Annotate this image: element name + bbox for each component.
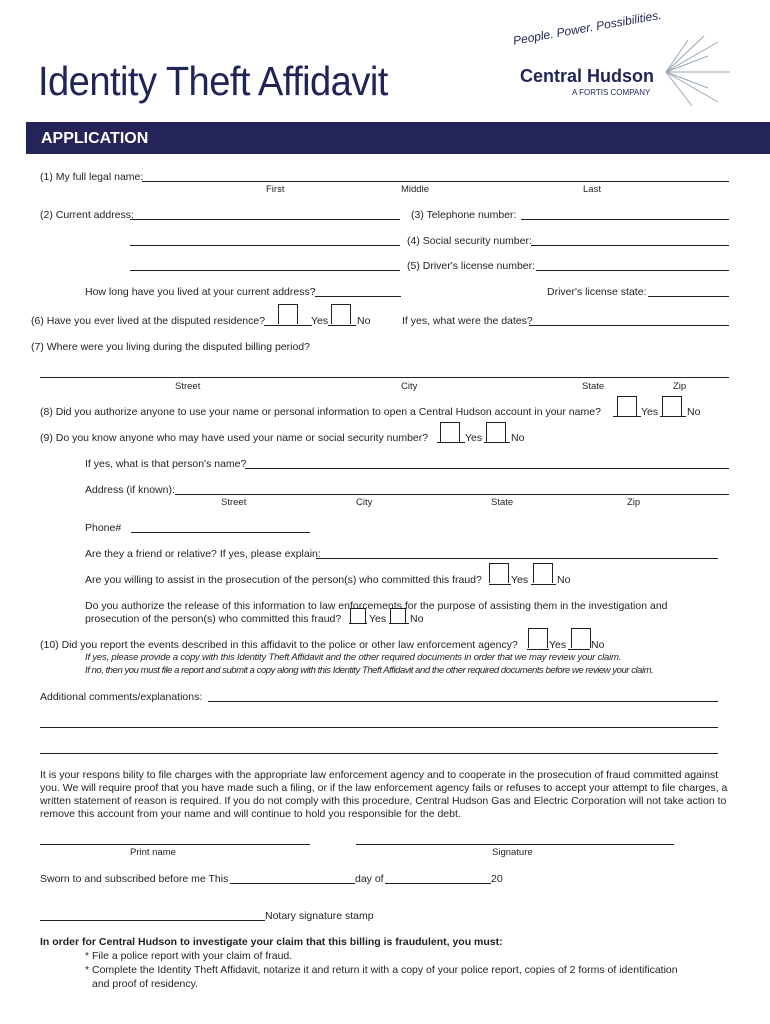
- print-name-field[interactable]: [40, 844, 310, 845]
- q6-yes-line: [264, 325, 312, 326]
- logo-tagline: People. Power. Possibilities.: [512, 7, 663, 48]
- ak-city-label: City: [356, 497, 373, 508]
- release-label-2: prosecution of the person(s) who committed this fraud?: [85, 613, 342, 625]
- prosecute-no-checkbox[interactable]: [533, 563, 553, 583]
- q8-label: (8) Did you authorize anyone to use your name or personal information to open a Central Hudson account in your name?: [40, 406, 601, 418]
- dl-state-label: Driver's license state:: [547, 286, 647, 298]
- q4-label: (4) Social security number:: [407, 235, 532, 247]
- q5-label: (5) Driver's license number:: [407, 260, 536, 272]
- q6-label: (6) Have you ever lived at the disputed residence?: [31, 315, 266, 327]
- q7-state-label: State: [582, 381, 605, 392]
- day-of-label: day of: [355, 873, 384, 885]
- address-known-field[interactable]: [175, 494, 729, 495]
- responsibility-paragraph: It is your respons bility to file charges with the appropriate law enforcement agency and to cooperate in the prosecution of fraud committed against you. We will require proof that you have made such a filing, or if the law enforcement agency fails or refuses to accept your attempt to file charges, a written statement of reason is required. If you do not comply with this procedure, Central Hudson Gas and Electric Corporation will not take action to remove this account from your name and will continue to hold you responsible for the debt.: [40, 769, 728, 820]
- telephone-field[interactable]: [521, 219, 729, 220]
- prosecute-yes-line: [489, 584, 511, 585]
- comments-line-3[interactable]: [40, 753, 718, 754]
- q7-zip-label: Zip: [673, 381, 687, 392]
- instruction-2: * Complete the Identity Theft Affidavit, notarize it and return it with a copy of your police report, copies of 2 forms of identification: [85, 964, 678, 976]
- comments-label: Additional comments/explanations:: [40, 691, 203, 703]
- q7-address-field[interactable]: [40, 377, 729, 378]
- q8-no-label: No: [687, 406, 701, 418]
- person-name-field[interactable]: [245, 468, 729, 469]
- sworn-this-field[interactable]: [230, 883, 355, 884]
- year-label: 20: [491, 873, 503, 885]
- q7-street-label: Street: [175, 381, 201, 392]
- address-line-2[interactable]: [130, 245, 400, 246]
- phone-field[interactable]: [131, 532, 310, 533]
- q6-dates-field[interactable]: [529, 325, 729, 326]
- phone-label: Phone#: [85, 522, 122, 534]
- q9-no-line: [484, 442, 510, 443]
- release-no-label: No: [410, 613, 424, 625]
- ak-street-label: Street: [221, 497, 247, 508]
- q8-yes-label: Yes: [641, 406, 659, 418]
- q10-no-label: No: [591, 639, 605, 651]
- day-of-field[interactable]: [385, 883, 491, 884]
- q8-yes-checkbox[interactable]: [617, 396, 637, 416]
- q3-label: (3) Telephone number:: [411, 209, 517, 221]
- name-first-label: First: [266, 184, 285, 195]
- q9-yes-checkbox[interactable]: [440, 422, 460, 442]
- name-last-label: Last: [583, 184, 601, 195]
- q1-label: (1) My full legal name:: [40, 171, 144, 183]
- q9-no-label: No: [511, 432, 525, 444]
- q9-yes-label: Yes: [465, 432, 483, 444]
- address-line-3[interactable]: [130, 270, 400, 271]
- instruction-3: and proof of residency.: [92, 978, 199, 990]
- how-long-label: How long have you lived at your current address?: [85, 286, 316, 298]
- q9-yes-line: [437, 442, 465, 443]
- prosecute-yes-checkbox[interactable]: [489, 563, 509, 583]
- banner-title: APPLICATION: [41, 130, 149, 147]
- q9-label: (9) Do you know anyone who may have used your name or social security number?: [40, 432, 429, 444]
- comments-line-2[interactable]: [40, 727, 718, 728]
- q10-yes-line: [527, 649, 549, 650]
- section-banner: [26, 122, 770, 154]
- q8-yes-line: [613, 416, 641, 417]
- comments-line-1[interactable]: [208, 701, 718, 702]
- q10-note-2: If no, then you must file a report and submit a copy along with this Identity Theft Affidavit and the other required documents before we review your claim.: [85, 665, 654, 676]
- prosecute-no-label: No: [557, 574, 571, 586]
- person-name-label: If yes, what is that person's name?: [85, 458, 247, 470]
- q6-yes-checkbox[interactable]: [278, 304, 298, 324]
- release-label-1: Do you authorize the release of this information to law enforcements for the purpose of assisting them in the investigation and: [85, 600, 668, 612]
- full-name-field[interactable]: [142, 181, 729, 182]
- release-no-checkbox[interactable]: [390, 608, 406, 624]
- prosecute-no-line: [531, 584, 556, 585]
- address-known-label: Address (if known):: [85, 484, 175, 496]
- q10-yes-checkbox[interactable]: [528, 628, 548, 648]
- q6-no-label: No: [357, 315, 371, 327]
- release-yes-label: Yes: [369, 613, 387, 625]
- prosecute-label: Are you willing to assist in the prosecution of the person(s) who committed this fraud?: [85, 574, 482, 586]
- prosecute-yes-label: Yes: [511, 574, 529, 586]
- q6-yes-label: Yes: [311, 315, 329, 327]
- logo-subline: A FORTIS COMPANY: [572, 88, 651, 97]
- q6-no-checkbox[interactable]: [331, 304, 351, 324]
- signature-label: Signature: [492, 847, 533, 858]
- friend-label: Are they a friend or relative? If yes, please explain:: [85, 548, 321, 560]
- sworn-label: Sworn to and subscribed before me This: [40, 873, 229, 885]
- central-hudson-logo: [508, 7, 738, 114]
- q9-no-checkbox[interactable]: [486, 422, 506, 442]
- q7-label: (7) Where were you living during the disputed billing period?: [31, 341, 310, 353]
- q8-no-line: [660, 416, 686, 417]
- q10-label: (10) Did you report the events described in this affidavit to the police or other law enforcement agency?: [40, 639, 518, 651]
- print-name-label: Print name: [130, 847, 176, 858]
- q10-yes-label: Yes: [549, 639, 567, 651]
- q10-no-line: [568, 649, 590, 650]
- q2-label: (2) Current address:: [40, 209, 134, 221]
- release-yes-checkbox[interactable]: [350, 608, 366, 624]
- drivers-license-field[interactable]: [536, 270, 729, 271]
- notary-field[interactable]: [40, 920, 265, 921]
- how-long-field[interactable]: [315, 296, 401, 297]
- q10-no-checkbox[interactable]: [571, 628, 591, 648]
- ak-zip-label: Zip: [627, 497, 641, 508]
- ak-state-label: State: [491, 497, 514, 508]
- dl-state-field[interactable]: [648, 296, 729, 297]
- q8-no-checkbox[interactable]: [662, 396, 682, 416]
- q10-note-1: If yes, please provide a copy with this Identity Theft Affidavit and the other required documents in order that we may review your claim.: [85, 652, 622, 663]
- instruction-1: * File a police report with your claim of fraud.: [85, 950, 293, 962]
- q7-city-label: City: [401, 381, 418, 392]
- page-title: Identity Theft Affidavit: [38, 58, 388, 104]
- address-line-1[interactable]: [130, 219, 400, 220]
- instructions-title: In order for Central Hudson to investigate your claim that this billing is fraudulent, you must:: [40, 936, 503, 948]
- q6-no-line: [328, 325, 356, 326]
- name-middle-label: Middle: [401, 184, 429, 195]
- signature-field[interactable]: [356, 844, 674, 845]
- friend-field[interactable]: [316, 558, 718, 559]
- notary-label: Notary signature stamp: [265, 910, 374, 922]
- q6-dates-label: If yes, what were the dates?: [402, 315, 533, 327]
- ssn-field[interactable]: [531, 245, 729, 246]
- logo-brand: Central Hudson: [520, 66, 655, 86]
